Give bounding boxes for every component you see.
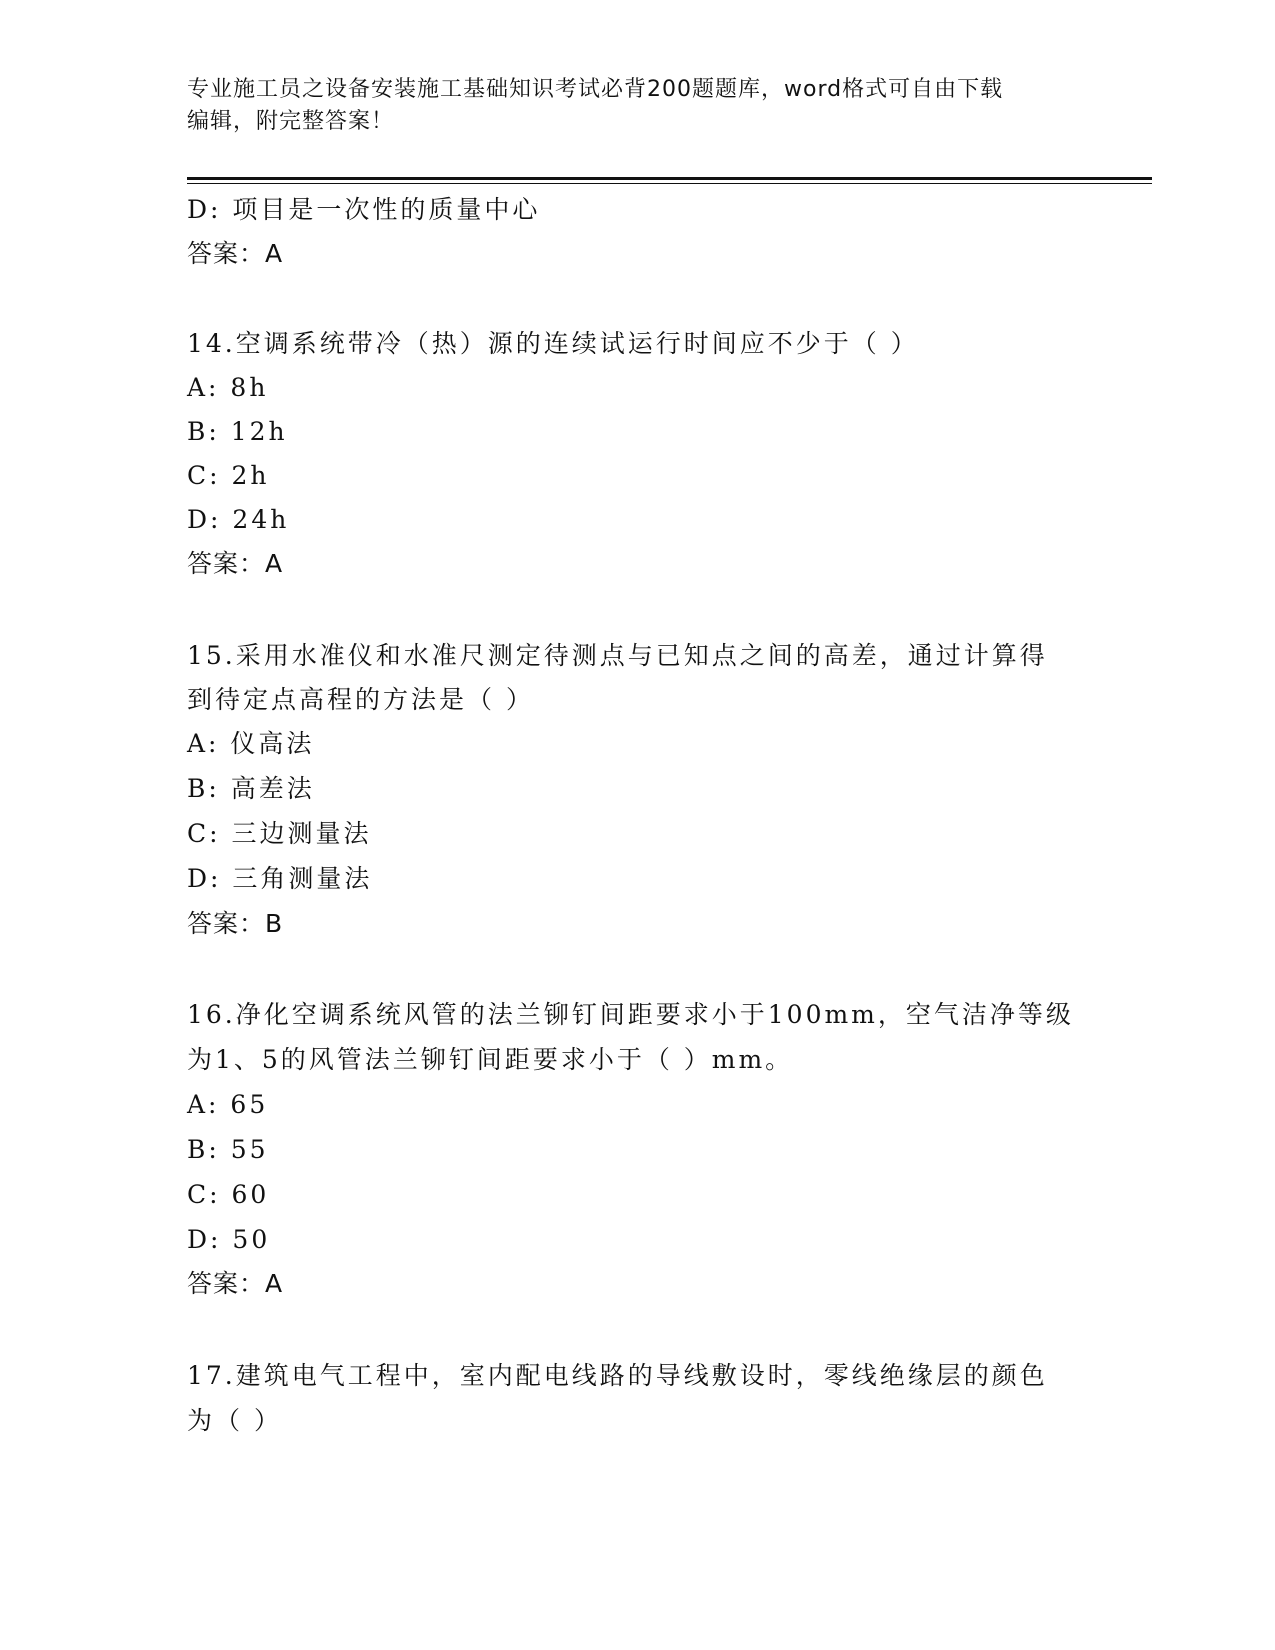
document-header bbox=[187, 74, 1067, 138]
question-16-option-d: D: 50 bbox=[187, 1225, 271, 1254]
question-14-option-b: B: 12h bbox=[187, 417, 288, 446]
question-16-option-b: B: 55 bbox=[187, 1135, 269, 1164]
question-15-stem-line-1: 15.采用水准仪和水准尺测定待测点与已知点之间的高差，通过计算得 bbox=[187, 641, 1048, 670]
question-16-option-a: A: 65 bbox=[187, 1090, 269, 1119]
question-15-answer: 答案：B bbox=[187, 909, 284, 938]
question-15-option-a: A: 仪高法 bbox=[187, 729, 315, 758]
question-16-answer: 答案：A bbox=[187, 1269, 284, 1298]
question-17-stem-line-2: 为（ ） bbox=[187, 1406, 282, 1435]
question-16-stem-line-1: 16.净化空调系统风管的法兰铆钉间距要求小于100mm，空气洁净等级 bbox=[187, 1000, 1074, 1029]
question-14-option-a: A: 8h bbox=[187, 373, 269, 402]
prev-answer: 答案：A bbox=[187, 239, 284, 268]
prev-option-d: D: 项目是一次性的质量中心 bbox=[187, 195, 541, 224]
question-15-option-d: D: 三角测量法 bbox=[187, 864, 373, 893]
question-15-option-b: B: 高差法 bbox=[187, 774, 315, 803]
question-14-option-c: C: 2h bbox=[187, 461, 270, 490]
header-divider-thick bbox=[187, 177, 1152, 180]
question-16-option-c: C: 60 bbox=[187, 1180, 270, 1209]
question-14-stem: 14.空调系统带冷（热）源的连续试运行时间应不少于（ ） bbox=[187, 329, 919, 358]
header-line-1: 专业施工员之设备安装施工基础知识考试必背200题题库，word格式可自由下载 bbox=[187, 77, 1004, 102]
question-17-stem-line-1: 17.建筑电气工程中，室内配电线路的导线敷设时，零线绝缘层的颜色 bbox=[187, 1361, 1048, 1390]
header-line-2: 编辑，附完整答案！ bbox=[187, 109, 395, 134]
header-divider-thin bbox=[187, 183, 1152, 184]
question-15-option-c: C: 三边测量法 bbox=[187, 819, 372, 848]
question-16-stem-line-2: 为1、5的风管法兰铆钉间距要求小于（ ）mm。 bbox=[187, 1045, 794, 1074]
question-15-stem-line-2: 到待定点高程的方法是（ ） bbox=[187, 685, 534, 714]
question-14-answer: 答案：A bbox=[187, 549, 284, 578]
question-14-option-d: D: 24h bbox=[187, 505, 290, 534]
